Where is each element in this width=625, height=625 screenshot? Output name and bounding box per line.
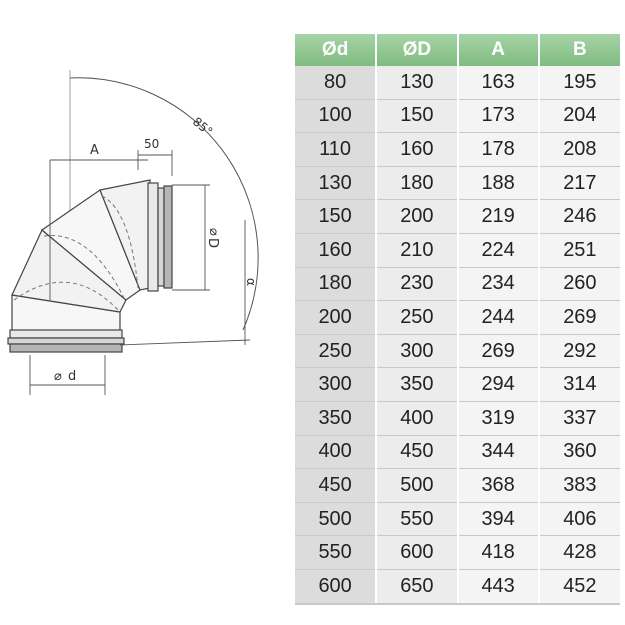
table-cell: 204 <box>539 99 620 133</box>
table-cell: 383 <box>539 469 620 503</box>
diameter-symbol-small: ⌀ <box>54 369 62 384</box>
table-cell: 80 <box>295 66 376 99</box>
table-cell: 150 <box>295 200 376 234</box>
header-small-diameter: Ød <box>295 34 376 66</box>
table-row <box>295 334 620 368</box>
table-cell: 160 <box>376 133 457 167</box>
table-cell: 650 <box>376 569 457 603</box>
header-b: B <box>539 34 620 66</box>
table-row <box>295 200 620 234</box>
dimension-label-a: A <box>90 143 99 158</box>
table-cell: 130 <box>295 166 376 200</box>
table-cell: 200 <box>295 301 376 335</box>
table-cell: 180 <box>376 166 457 200</box>
table-cell: 269 <box>539 301 620 335</box>
table-row <box>295 267 620 301</box>
table-cell: 400 <box>376 401 457 435</box>
table-row <box>295 166 620 200</box>
table-cell: 428 <box>539 536 620 570</box>
table-cell: 418 <box>458 536 539 570</box>
table-cell: 195 <box>539 66 620 99</box>
table-header-row <box>295 34 620 66</box>
dimension-label-large-d: D <box>205 238 220 249</box>
table-cell: 350 <box>295 401 376 435</box>
table-cell: 130 <box>376 66 457 99</box>
table-cell: 180 <box>295 267 376 301</box>
table-cell: 300 <box>295 368 376 402</box>
table-cell: 188 <box>458 166 539 200</box>
table-cell: 452 <box>539 569 620 603</box>
table-cell: 250 <box>295 334 376 368</box>
table-cell: 450 <box>376 435 457 469</box>
table-cell: 350 <box>376 368 457 402</box>
table-row <box>295 536 620 570</box>
dimension-label-alpha: α <box>244 278 258 286</box>
table-cell: 246 <box>539 200 620 234</box>
table-cell: 443 <box>458 569 539 603</box>
table-cell: 163 <box>458 66 539 99</box>
table-cell: 251 <box>539 233 620 267</box>
table-cell: 319 <box>458 401 539 435</box>
table-row <box>295 66 620 99</box>
table-row <box>295 502 620 536</box>
table-cell: 500 <box>376 469 457 503</box>
table-cell: 450 <box>295 469 376 503</box>
table-cell: 230 <box>376 267 457 301</box>
table-cell: 600 <box>295 569 376 603</box>
table-cell: 337 <box>539 401 620 435</box>
table-cell: 269 <box>458 334 539 368</box>
table-cell: 178 <box>458 133 539 167</box>
side-collar <box>148 183 172 291</box>
table-cell: 234 <box>458 267 539 301</box>
table-row <box>295 133 620 167</box>
table-cell: 300 <box>376 334 457 368</box>
table-row <box>295 469 620 503</box>
table-cell: 219 <box>458 200 539 234</box>
table-cell: 600 <box>376 536 457 570</box>
header-large-diameter: ØD <box>376 34 457 66</box>
table-cell: 292 <box>539 334 620 368</box>
table-cell: 200 <box>376 200 457 234</box>
table-cell: 217 <box>539 166 620 200</box>
table-cell: 344 <box>458 435 539 469</box>
table-row <box>295 435 620 469</box>
table-cell: 360 <box>539 435 620 469</box>
dimension-table <box>295 34 620 605</box>
elbow-body <box>12 180 150 345</box>
table-cell: 250 <box>376 301 457 335</box>
table-cell: 294 <box>458 368 539 402</box>
table-cell: 550 <box>376 502 457 536</box>
table-row <box>295 301 620 335</box>
table-cell: 368 <box>458 469 539 503</box>
table-cell: 150 <box>376 99 457 133</box>
table-cell: 550 <box>295 536 376 570</box>
dimension-label-small-d: d <box>68 369 77 384</box>
table-cell: 394 <box>458 502 539 536</box>
table-cell: 160 <box>295 233 376 267</box>
table-cell: 500 <box>295 502 376 536</box>
angle-label: 85° <box>189 114 216 139</box>
table-cell: 400 <box>295 435 376 469</box>
table-cell: 173 <box>458 99 539 133</box>
table-cell: 224 <box>458 233 539 267</box>
table-row <box>295 368 620 402</box>
table-row <box>295 401 620 435</box>
table-cell: 406 <box>539 502 620 536</box>
table-row <box>295 233 620 267</box>
bottom-collar <box>8 330 124 352</box>
table-cell: 110 <box>295 133 376 167</box>
table-cell: 260 <box>539 267 620 301</box>
header-a: A <box>458 34 539 66</box>
elbow-technical-drawing <box>0 0 290 625</box>
table-cell: 100 <box>295 99 376 133</box>
dimension-label-50: 50 <box>144 137 160 151</box>
table-cell: 208 <box>539 133 620 167</box>
table-row <box>295 99 620 133</box>
table-cell: 314 <box>539 368 620 402</box>
table-body <box>295 66 620 604</box>
table-row <box>295 569 620 603</box>
diameter-symbol-large: ⌀ <box>206 228 221 236</box>
table-cell: 244 <box>458 301 539 335</box>
table-cell: 210 <box>376 233 457 267</box>
